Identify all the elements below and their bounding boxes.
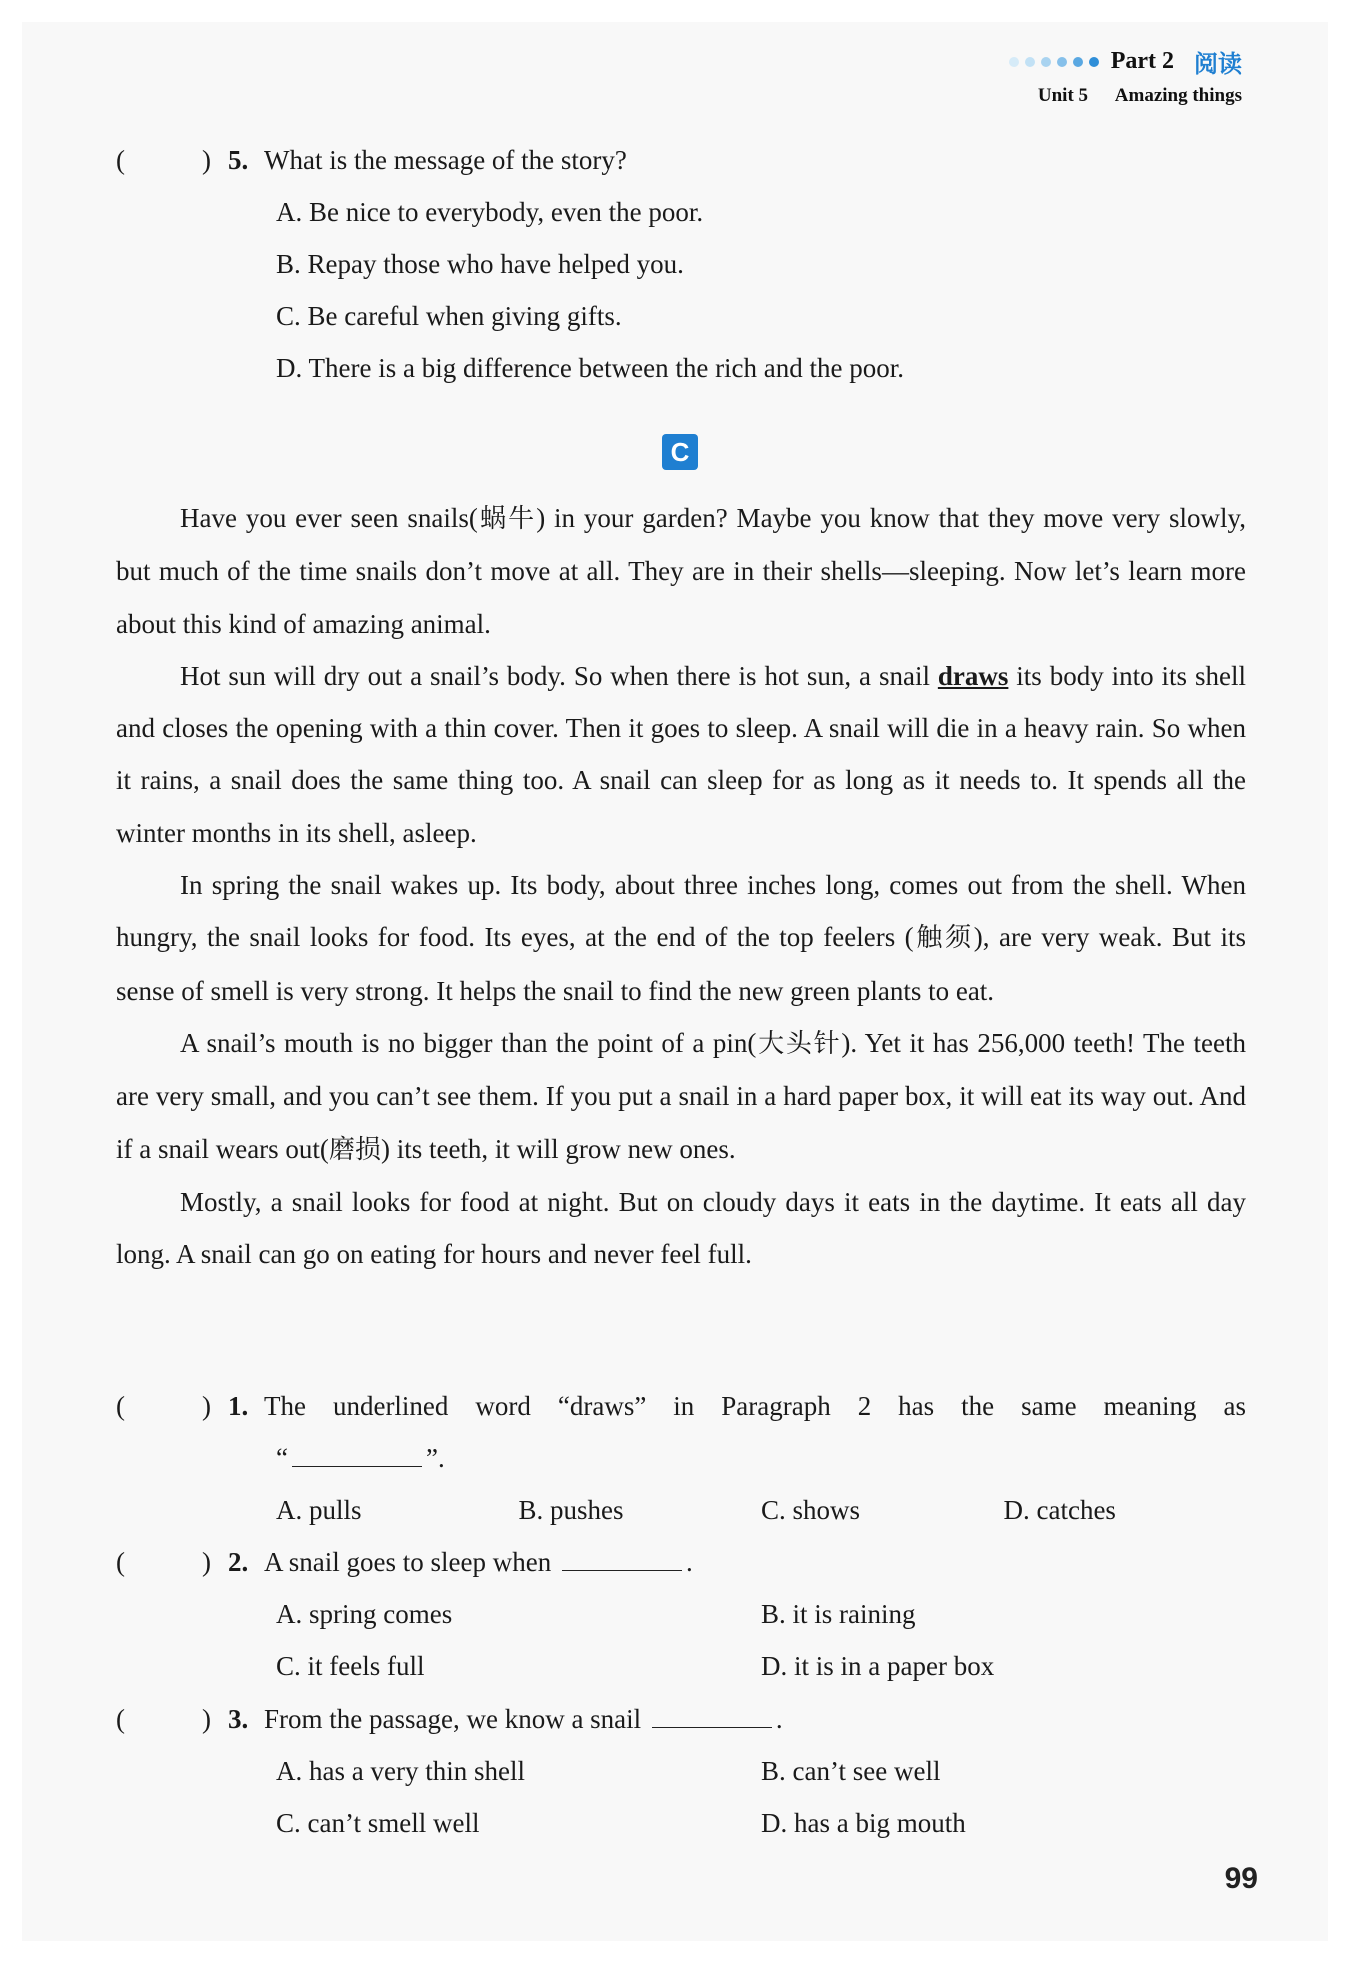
dot-icon [1025,57,1035,67]
option-a: A. has a very thin shell [276,1756,525,1786]
option-c: C. can’t smell well [276,1808,480,1838]
paragraph-4: A snail’s mouth is no bigger than the point of a pin(大头针). Yet it has 256,000 teeth! The teeth are very small, and you can’t see them. If you put a snail in a hard paper box, it will eat its way out. And if a snail wears out(磨损) its teeth, it will grow new ones. [116,1027,1246,1165]
question-3 [116,1693,1246,1849]
option-c: C. Be careful when giving gifts. [276,301,622,331]
dot-icon [1057,57,1067,67]
answer-paren-close: ) [202,1704,211,1734]
question-number: 1. [228,1391,249,1421]
option-d: D. has a big mouth [761,1808,966,1838]
option-d: D. catches [1003,1495,1116,1525]
answer-paren-open: ( [116,145,125,175]
reading-passage [116,492,1246,1280]
part-label: Part 2 [1110,48,1174,74]
answer-paren-open: ( [116,1391,125,1421]
option-a: A. Be nice to everybody, even the poor. [276,197,704,227]
question-stem: A snail goes to sleep when . [264,1536,1246,1588]
question-stem: From the passage, we know a snail . [264,1693,1246,1745]
decorative-dots [1009,57,1099,67]
option-b: B. it is raining [761,1599,916,1629]
question-number: 3. [228,1704,249,1734]
page-number: 99 [1224,1862,1258,1895]
dot-icon [1041,57,1051,67]
option-d: D. There is a big difference between the rich and the poor. [276,353,905,383]
option-c: C. shows [761,1495,861,1525]
answer-paren-open: ( [116,1704,125,1734]
page-header [1009,44,1242,107]
paragraph-3: In spring the snail wakes up. Its body, about three inches long, comes out from the shell. When hungry, the snail looks for food. Its eyes, at the end of the top feelers (触须), are very weak. But its sense of smell is very strong. It helps the snail to find the new green plants to eat. [116,870,1246,1006]
paragraph-1: Have you ever seen snails(蜗牛) in your garden? Maybe you know that they move very slowly, but much of the time snails don’t move at all. They are in their shells—sleeping. Now let’s learn more about this kind of amazing animal. [116,503,1246,639]
fill-blank[interactable] [652,1698,772,1728]
fill-blank[interactable] [292,1437,422,1467]
answer-paren-close: ) [202,1391,211,1421]
paragraph-5: Mostly, a snail looks for food at night. But on cloudy days it eats in the daytime. It eats all day long. A snail can go on eating for hours and never feel full. [116,1186,1246,1270]
answer-paren-close: ) [202,145,211,175]
question-5 [116,134,1246,394]
question-stem: The underlined word “draws” in Paragraph 2 has the same meaning as [264,1391,1246,1421]
option-d: D. it is in a paper box [761,1651,995,1681]
dot-icon [1089,57,1099,67]
option-c: C. it feels full [276,1651,425,1681]
unit-label: Unit 5 [1037,85,1089,106]
question-1: ( ) 1. The underlined word “draws” in Paragraph 2 has the same meaning as “ ”. A. pulls B. pushes C. shows D. catches [116,1380,1246,1536]
answer-paren-open: ( [116,1547,125,1577]
option-b: B. pushes [518,1495,624,1525]
question-stem: What is the message of the story? [264,145,627,175]
option-a: A. spring comes [276,1599,453,1629]
underlined-word: draws [937,660,1009,691]
option-a: A. pulls [276,1495,362,1525]
dot-icon [1009,57,1019,67]
option-b: B. can’t see well [761,1756,941,1786]
dot-icon [1073,57,1083,67]
paragraph-2: Hot sun will dry out a snail’s body. So when there is hot sun, a snail draws its body into its shell and closes the opening with a thin cover. Then it goes to sleep. A snail will die in a heavy rain. So when it rains, a snail does the same thing too. A snail can sleep for as long as it needs to. It spends all the winter months in its shell, asleep. [116,660,1246,848]
option-b: B. Repay those who have helped you. [276,249,684,279]
question-number: 2. [228,1547,249,1577]
part-cn-label: 阅读 [1194,50,1242,78]
answer-paren-close: ) [202,1547,211,1577]
fill-blank[interactable] [562,1541,682,1571]
question-2 [116,1536,1246,1692]
unit-title: Amazing things [1114,85,1242,106]
section-badge: C [662,434,698,470]
question-number: 5. [228,145,249,175]
